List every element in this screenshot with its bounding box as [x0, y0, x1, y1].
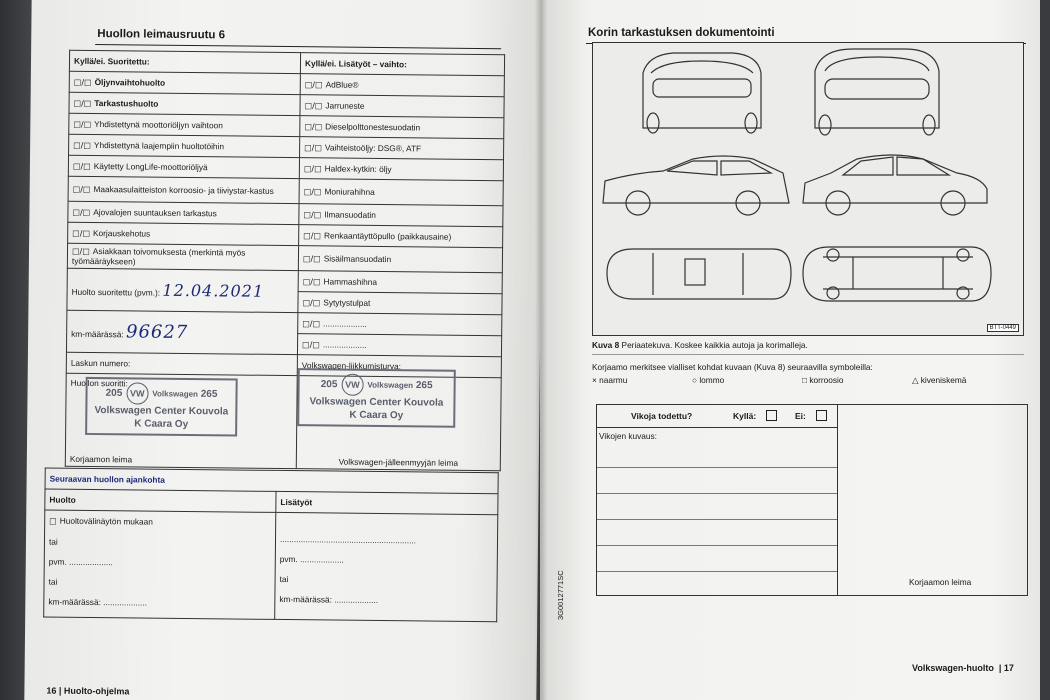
next-service-table	[43, 468, 499, 623]
mileage-handwritten: 96627	[125, 321, 189, 343]
defects-description-label: Vikojen kuvaus:	[599, 431, 657, 441]
huolto-header: Huolto	[45, 489, 276, 512]
right-page	[540, 0, 1040, 700]
car-diagram	[592, 42, 1024, 336]
vw-mobility-label-cell: Volkswagen-liikkumisturva:	[297, 355, 501, 378]
symbol-corrosion: □ korroosio	[802, 375, 844, 385]
service-date-label: Huolto suoritettu (pvm.):	[71, 286, 161, 298]
left-footer: 16 | Huolto-ohjelma	[46, 685, 130, 697]
left-page-title: Huollon leimausruutu 6	[97, 28, 226, 42]
left-item[interactable]: □/□ Öljynvaihtohuolto	[69, 71, 300, 94]
symbol-scratch: × naarmu	[592, 375, 628, 385]
box-divider	[837, 405, 838, 595]
right-item[interactable]: □/□ Jarruneste	[300, 95, 504, 118]
right-item[interactable]: □/□ Renkaantäyttöpullo (paikkausaine)	[299, 225, 503, 248]
car-outlines-svg	[593, 43, 1023, 335]
right-item[interactable]: □/□ Moniurahihna	[299, 179, 503, 206]
left-item[interactable]: □/□ Maakaasulaitteiston korroosio- ja tiiviystar-kastus	[68, 176, 299, 203]
workshop-stamp: 205 VW Volkswagen 265 Volkswagen Center Kouvola K Caara Oy	[85, 377, 238, 437]
right-item[interactable]: □/□ ...................	[298, 313, 502, 336]
right-item[interactable]: □/□ Hammashihna	[298, 271, 502, 294]
left-item[interactable]: □/□ Ajovalojen suuntauksen tarkastus	[68, 201, 299, 224]
next-service-right[interactable]: ........................................................... pvm. ................... tai km-määrässä: ...................	[275, 512, 498, 621]
left-item[interactable]: □/□ Yhdistettynä laajempiin huoltotöihin	[69, 134, 300, 157]
left-item[interactable]: □/□ Tarkastushuolto	[69, 92, 300, 115]
left-item[interactable]: □/□ Käytetty LongLife-moottoriöljyä	[68, 155, 299, 178]
right-footer: Volkswagen-huolto | 17	[912, 663, 1014, 673]
right-item[interactable]: □/□ Ilmansuodatin	[299, 204, 503, 227]
symbol-chip: △ kiveniskemä	[912, 375, 967, 385]
yes-checkbox[interactable]	[766, 410, 777, 421]
left-item[interactable]: □/□ Korjauskehotus	[68, 222, 299, 245]
right-page-title: Korin tarkastuksen dokumentointi	[588, 27, 775, 39]
right-item[interactable]: □/□ Sytytystulpat	[298, 292, 502, 315]
left-item[interactable]: □/□ Yhdistettynä moottoriöljyn vaihtoon	[69, 113, 300, 136]
service-date-cell[interactable]	[67, 268, 298, 312]
doc-code: 3G0012771SC	[556, 570, 565, 620]
right-item[interactable]: □/□ Sisäilmansuodatin	[298, 246, 502, 273]
image-code: BTT-0449	[987, 324, 1019, 332]
vw-logo-icon: VW	[341, 374, 363, 396]
defects-box	[596, 404, 1028, 596]
workshop-stamp-label: Korjaamon leima	[69, 453, 133, 465]
mileage-label: km-määrässä:	[71, 328, 124, 340]
title-rule	[95, 44, 501, 49]
col-right-header: Kyllä/ei. Lisätyöt – vaihto:	[300, 53, 504, 76]
dealer-stamp-label: Volkswagen-jälleenmyyjän leima	[338, 456, 459, 468]
lisatyot-header: Lisätyöt	[276, 491, 498, 514]
next-service-title: Seuraavan huollon ajankohta	[45, 468, 498, 494]
invoice-number-cell[interactable]: Laskun numero:	[66, 352, 297, 375]
col-left-header: Kyllä/ei. Suoritettu:	[69, 50, 300, 73]
performed-by-label: Huollon suoritti:	[70, 377, 128, 389]
workshop-stamp-label: Korjaamon leima	[909, 577, 972, 587]
left-page	[24, 0, 544, 700]
dealer-stamp: 205 VW Volkswagen 265 Volkswagen Center Kouvola K Caara Oy	[297, 368, 456, 428]
mileage-cell[interactable]	[66, 310, 297, 354]
next-service-left[interactable]: □ Huoltovälinäytön mukaan tai pvm. ................... tai km-määrässä: ...................	[44, 510, 276, 619]
symbol-dent: ○ lommo	[692, 375, 725, 385]
caption-rule	[592, 354, 1024, 355]
no-checkbox[interactable]	[816, 410, 827, 421]
vw-logo-icon: VW	[126, 382, 148, 404]
defects-question: Vikoja todettu? Kyllä: Ei:	[597, 405, 838, 428]
right-item[interactable]: □/□ AdBlue®	[300, 74, 504, 97]
right-item[interactable]: □/□ ...................	[297, 334, 501, 357]
book-spine	[535, 0, 547, 700]
figure-caption: Kuva 8 Periaatekuva. Koskee kaikkia autoja ja korimalleja.	[592, 340, 808, 350]
instruction-text: Korjaamo merkitsee vialliset kohdat kuvaan (Kuva 8) seuraavilla symboleilla:	[592, 362, 873, 372]
service-date-handwritten: 12.04.2021	[162, 280, 265, 301]
right-item[interactable]: □/□ Dieselpolttonestesuodatin	[300, 116, 504, 139]
right-item[interactable]: □/□ Haldex-kytkin: öljy	[299, 158, 503, 181]
right-item[interactable]: □/□ Vaihteistoöljy: DSG®, ATF	[300, 137, 504, 160]
left-item[interactable]: □/□ Asiakkaan toivomuksesta (merkintä myös työmääräykseen)	[67, 243, 298, 270]
